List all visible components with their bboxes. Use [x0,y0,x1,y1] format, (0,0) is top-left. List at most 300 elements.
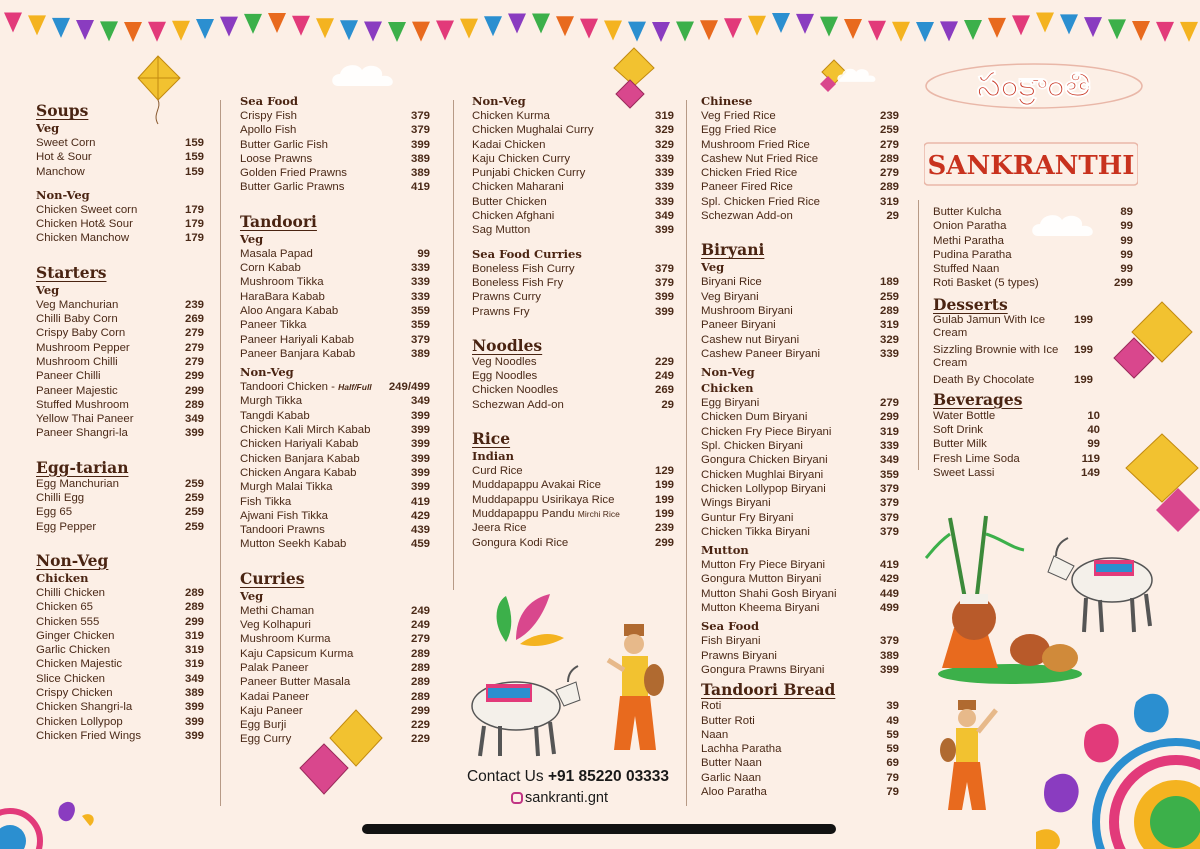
menu-item [36,600,204,614]
item-price: 299 [879,411,899,424]
bunting-flag [964,20,982,40]
item-price: 399 [184,427,204,440]
menu-item [933,466,1100,480]
menu-item [240,394,430,408]
bunting-flag [484,16,502,36]
item-price: 249 [410,604,430,617]
menu-item [240,661,430,675]
menu-item [472,180,674,194]
section-subhead: Sea Food Curries [472,246,582,261]
item-name: Gongura Kodi Rice [472,536,569,549]
home-indicator-bar[interactable] [362,824,836,834]
bunting-flag [1012,15,1030,35]
item-price: 279 [879,167,899,180]
item-name: Chicken Hariyali Kabab [240,438,359,451]
menu-item [472,166,674,180]
menu-item [933,409,1100,423]
item-price: 59 [886,743,899,756]
bunting-flag [1084,17,1102,37]
item-name: Paneer Hariyali Kabab [240,333,354,346]
bunting-flag [460,19,478,39]
item-price: 319 [184,658,204,671]
bunting-flag [1036,12,1054,32]
item-price: 379 [879,511,899,524]
bunting-flag [532,13,550,33]
item-name: Mutton Shahi Gosh Biryani [701,587,837,600]
section-subhead: Chicken [36,570,89,585]
section-title: Noodles [472,335,543,355]
item-price: 449 [879,587,899,600]
item-name: Schezwan Add-on [472,398,564,411]
menu-item [701,587,899,601]
item-name: Stuffed Naan [933,263,1000,276]
item-price: 319 [184,629,204,642]
item-name: Murgh Malai Tikka [240,481,333,494]
item-name: Egg Curry [240,733,292,746]
item-price: 89 [1120,206,1133,218]
bunting-flag [292,16,310,36]
item-name: Tangdi Kabab [240,409,310,422]
menu-item [701,482,899,496]
bunting-flag [100,21,118,41]
item-name: Fish Tikka [240,495,292,508]
menu-item [701,333,899,347]
menu-item [472,138,674,152]
section-subhead: Non-Veg [701,365,755,380]
item-name: Lachha Paratha [701,743,782,756]
farmer-illustration [938,698,1008,818]
item-price: 99 [1087,438,1100,451]
menu-item [701,468,899,482]
item-name: Crispy Fish [240,110,297,122]
kite-icon [612,46,656,116]
section-subhead: Non-Veg [240,365,294,380]
item-price: 399 [654,224,674,237]
item-name: Methi Chaman [240,604,315,617]
menu-item [701,634,899,648]
item-name: Gongura Prawns Biryani [701,663,825,676]
item-name: Egg Fried Rice [701,124,777,137]
bunting-flag [172,21,190,41]
menu-item [472,290,674,304]
item-price: 499 [879,602,899,615]
menu-item [240,495,430,509]
bunting-flag [772,13,790,33]
cow-illustration [464,660,584,760]
item-price: 149 [1080,466,1100,479]
item-name: Kaju Paneer [240,704,303,717]
item-name: Sweet Corn [36,137,96,149]
item-price: 179 [184,232,204,245]
item-name: Gulab Jamun With Ice Cream [933,313,1046,339]
menu-item [36,491,204,505]
menu-item [472,507,674,521]
item-name: Jeera Rice [472,522,527,535]
menu-item [240,690,430,704]
item-name: Paneer Tikka [240,319,307,332]
item-price: 49 [886,714,899,727]
bunting-flag [652,22,670,42]
item-name: Butter Garlic Prawns [240,181,345,194]
menu-item [701,318,899,332]
item-price: 389 [410,152,430,165]
section-subhead: Sea Food [701,619,759,634]
item-price: 289 [410,690,430,703]
menu-item [472,195,674,209]
item-name: Garlic Chicken [36,644,111,657]
section-title: Tandoori [240,211,317,231]
item-name: Aloo Paratha [701,785,767,798]
item-price: 399 [410,138,430,151]
section-title: Soups [36,101,89,120]
item-name: Spl. Chicken Biryani [701,440,803,453]
menu-item [36,136,204,150]
bunting-flag [268,13,286,33]
section-subhead: Indian [472,449,514,464]
item-name: Onion Paratha [933,220,1007,233]
item-price: 289 [184,398,204,411]
menu-item [701,138,899,152]
kite-icon [136,54,184,126]
svg-text:సంక్రాంతి: సంక్రాంతి [976,65,1092,105]
menu-item [240,537,430,551]
menu-item [933,344,1093,370]
item-price: 289 [879,152,899,165]
item-name: Chicken 65 [36,601,93,614]
item-price: 289 [879,304,899,317]
item-name: Mushroom Pepper [36,341,130,354]
item-price: 199 [654,493,674,506]
item-name: Egg Biryani [701,397,760,410]
item-price: 329 [879,333,899,346]
section-subhead: Non-Veg [472,94,526,108]
item-name: Chicken Mughlai Biryani [701,468,824,481]
menu-item [701,209,899,223]
item-name: Veg Biryani [701,290,759,303]
item-name: Naan [701,728,729,741]
item-price: 39 [886,700,899,713]
menu-item [933,262,1133,276]
menu-column-5 [933,205,1133,480]
menu-item [240,423,430,437]
item-name: Chicken Lollypop [36,715,123,728]
item-price: 319 [879,195,899,208]
menu-item [701,511,899,525]
item-name: Mushroom Kurma [240,633,331,646]
menu-item [240,166,430,180]
kite-icon [298,708,384,808]
menu-item [472,383,674,397]
menu-item [701,152,899,166]
bunting-flag [1156,22,1174,42]
item-name: Muddapappu Pandu Mirchi Rice [472,507,620,520]
item-price: 399 [410,452,430,465]
menu-item [36,312,204,326]
item-price: 299 [654,536,674,549]
item-name: Stuffed Mushroom [36,398,129,411]
menu-item [36,369,204,383]
item-price: 29 [886,210,899,223]
bunting-flag [1060,14,1078,34]
item-name: Egg Manchurian [36,477,119,490]
item-name: Butter Garlic Fish [240,138,328,151]
menu-item [36,203,204,217]
item-name: Hot & Sour [36,151,92,164]
section-title: Rice [472,429,511,449]
item-price: 299 [410,704,430,717]
menu-item [933,437,1100,451]
item-price: 79 [886,771,899,784]
item-price: 399 [879,663,899,676]
menu-item [240,180,430,194]
item-price: 339 [879,347,899,360]
bunting-flag [388,22,406,42]
item-price: 399 [410,424,430,437]
item-name: Schezwan Add-on [701,210,793,223]
cloud-icon [330,60,400,90]
item-price: 99 [1120,263,1133,276]
item-name: Butter Milk [933,438,987,451]
rangoli-decoration [0,796,100,849]
menu-item [240,647,430,661]
item-price: 199 [654,507,674,520]
menu-item [701,714,899,728]
item-price: 339 [410,262,430,275]
item-price: 279 [184,355,204,368]
item-price: 419 [410,181,430,194]
item-name: Paneer Banjara Kabab [240,347,356,360]
item-price: 339 [654,181,674,194]
item-name: Egg Pepper [36,520,97,533]
item-name: Death By Chocolate [933,373,1035,386]
item-name: Crispy Chicken [36,687,113,700]
item-price: 379 [879,482,899,495]
bunting-flag [196,19,214,39]
item-name: Paneer Biryani [701,319,776,332]
item-name: Cashew Paneer Biryani [701,347,821,360]
menu-item [240,480,430,494]
item-price: 279 [184,327,204,340]
item-price: 299 [184,615,204,628]
column-divider [220,100,221,806]
section-subhead: Veg [240,231,264,246]
menu-item [36,398,204,412]
item-name: Kaju Capsicum Kurma [240,647,354,660]
bunting-flag [940,21,958,41]
item-name: Chicken Fried Wings [36,729,142,742]
item-name: Roti [701,700,722,713]
bunting-flag [52,18,70,38]
item-name: Chicken Fried Rice [701,167,798,180]
item-price: 349 [184,672,204,685]
item-name: Wings Biryani [701,497,771,510]
item-price: 349 [410,395,430,408]
item-price: 249 [410,619,430,632]
instagram-handle[interactable]: sankranti.gnt [511,790,608,806]
section-title: Desserts [933,294,1008,314]
item-name: Butter Chicken [472,195,547,208]
item-price: 269 [184,313,204,326]
item-name: Chicken Afghani [472,210,555,223]
item-name: Kaju Chicken Curry [472,152,571,165]
menu-item [240,304,430,318]
menu-column-2 [240,92,430,747]
section-subhead: Veg [701,260,725,275]
menu-item [36,700,204,714]
column-divider [918,200,919,470]
item-name: Paneer Fired Rice [701,181,793,194]
section-subhead: Chicken [701,381,754,396]
menu-item [701,123,899,137]
item-price: 289 [410,676,430,689]
item-price: 99 [417,247,430,260]
item-price: 379 [879,497,899,510]
item-price: 29 [661,398,674,411]
menu-item [701,290,899,304]
menu-item [240,138,430,152]
menu-item [472,493,674,507]
menu-item [701,180,899,194]
menu-item [240,509,430,523]
bunting-flag [76,20,94,40]
item-price: 199 [1073,343,1093,356]
menu-item [36,615,204,629]
bunting-flag [988,18,1006,38]
menu-item [36,729,204,743]
item-price: 159 [184,137,204,149]
item-name: Veg Fried Rice [701,110,776,122]
bunting-flag [796,14,814,34]
section-subhead: Chinese [701,94,753,108]
column-divider [453,100,454,590]
item-name: Ginger Chicken [36,629,115,642]
item-name: Masala Papad [240,247,313,260]
item-name: HaraBara Kabab [240,290,325,303]
menu-item [240,604,430,618]
item-name: Golden Fried Prawns [240,167,347,180]
item-name: Butter Naan [701,757,762,770]
contact-phone[interactable]: +91 85220 03333 [547,768,670,785]
bunting-flag [124,22,142,42]
menu-item [36,150,204,164]
item-price: 289 [879,181,899,194]
menu-item [701,304,899,318]
menu-item [701,109,899,123]
item-price: 379 [879,525,899,538]
section-subhead: Sea Food [240,94,298,108]
item-price: 429 [879,573,899,586]
menu-item [240,437,430,451]
item-name: Veg Manchurian [36,298,119,311]
bunting-flag [700,20,718,40]
item-price: 99 [1120,234,1133,247]
menu-item [701,572,899,586]
item-name: Murgh Tikka [240,395,303,408]
item-name: Egg Burji [240,719,287,732]
item-price: 339 [410,290,430,303]
menu-item [240,247,430,261]
item-name: Veg Noodles [472,355,537,368]
section-title: Egg-tarian [36,457,129,477]
menu-item [472,398,674,412]
menu-item [472,355,674,369]
item-price: 399 [654,291,674,304]
item-name: Chicken Dum Biryani [701,411,808,424]
item-price: 259 [184,477,204,490]
item-price: 239 [879,110,899,122]
item-price: 259 [184,520,204,533]
item-name: Palak Paneer [240,661,309,674]
bunting-flag [676,22,694,42]
section-title: Beverages [933,389,1023,409]
item-name: Fish Biryani [701,635,761,648]
section-subhead: Veg [36,282,60,297]
item-price: 349 [654,210,674,223]
kite-icon [1110,300,1194,396]
item-price: 259 [879,124,899,137]
item-price: 79 [886,785,899,798]
bunting-flags-decoration [0,0,1200,48]
item-price: 279 [879,397,899,410]
menu-item [472,223,674,237]
item-price: 429 [410,509,430,522]
item-price: 259 [184,492,204,505]
bunting-flag [844,19,862,39]
item-price: 379 [410,333,430,346]
bunting-flag [892,22,910,42]
item-name: Chicken Noodles [472,384,559,397]
item-price: 379 [654,262,674,275]
menu-item [36,412,204,426]
section-title: Starters [36,262,107,282]
item-name: Ajwani Fish Tikka [240,509,328,522]
item-price: 319 [879,319,899,332]
menu-item [472,305,674,319]
item-price: 289 [184,586,204,599]
menu-item [36,384,204,398]
menu-item [240,409,430,423]
menu-item [240,675,430,689]
item-name: Chicken Majestic [36,658,123,671]
item-price: 40 [1087,424,1100,437]
item-price: 399 [410,481,430,494]
bunting-flag [316,18,334,38]
menu-item [36,231,204,245]
item-name: Egg Noodles [472,370,538,383]
item-price: 289 [184,601,204,614]
menu-item [701,425,899,439]
item-price: 319 [184,644,204,657]
menu-item [933,423,1100,437]
item-price: 379 [410,110,430,122]
menu-item [472,123,674,137]
menu-item [472,262,674,276]
item-price: 389 [410,167,430,180]
section-title: Tandoori Bread [701,680,836,700]
item-name: Prawns Curry [472,291,541,304]
item-price: 339 [879,440,899,453]
bunting-flag [364,22,382,42]
item-price: 359 [410,304,430,317]
item-name: Yellow Thai Paneer [36,413,134,426]
item-name: Boneless Fish Fry [472,276,564,289]
item-name: Loose Prawns [240,152,313,165]
item-price: 399 [654,305,674,318]
menu-item [36,355,204,369]
menu-column-4 [701,92,899,799]
item-name: Gongura Mutton Biryani [701,573,822,586]
bunting-flag [1132,21,1150,41]
